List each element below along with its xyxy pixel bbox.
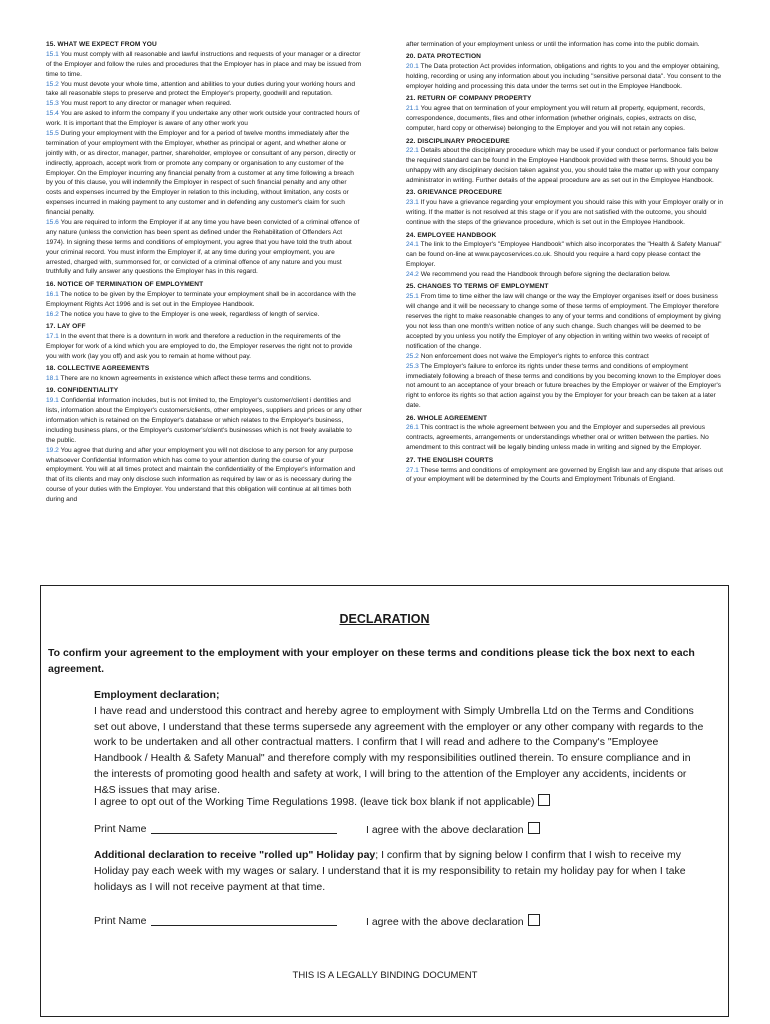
clause xyxy=(406,146,724,186)
clause xyxy=(406,362,724,411)
clause-text: The notice to be given by the Employer to terminate your employment shall be in accordance with the Employment Rights Act 1996 and is set out in the Employee Handbook. xyxy=(46,290,356,308)
clause-number: 15.1 xyxy=(46,50,59,58)
clause-text: There are no known agreements in existence which affect these terms and conditions. xyxy=(60,374,312,382)
clause-text: The notice you have to give to the Employer is one week, regardless of length of service. xyxy=(60,310,320,318)
opt-out-text: I agree to opt out of the Working Time Regulations 1998. (leave tick box blank if not applicable) xyxy=(94,796,535,808)
section-heading: 16. NOTICE OF TERMINATION OF EMPLOYMENT xyxy=(46,280,204,288)
clause-text: You are required to inform the Employer if at any time you have been convicted of a criminal offence of any nature (unless the conviction has been spent as defined under the Rehabilitation of Offenders Act 1974). In signing these terms and conditions of employment, you agree that you have told the truth about your criminal record. You must inform the Employer if, at any time during your employment, you are arrested, charged with, summonsed for, or convicted of a criminal offence of any nature and you must truthfully and fully answer any questions the Employer has in this regard. xyxy=(46,219,360,276)
clause xyxy=(406,352,724,362)
agree-label: I agree with the above declaration xyxy=(366,824,524,836)
clause xyxy=(46,50,362,80)
section-heading: 26. WHOLE AGREEMENT xyxy=(406,414,488,422)
clause-text: You are asked to inform the company if you undertake any other work outside your contracted hours of work. It is important that the Employer is aware of any other work you xyxy=(46,110,360,128)
clause xyxy=(46,374,362,384)
clause xyxy=(46,290,362,310)
clause-text: Non enforcement does not waive the Employer's rights to enforce this contract xyxy=(420,352,649,360)
clause-number: 25.3 xyxy=(406,362,419,370)
section-heading: 25. CHANGES TO TERMS OF EMPLOYMENT xyxy=(406,283,549,291)
clause-number: 27.1 xyxy=(406,466,419,474)
clause-text: You must devote your whole time, attention and abilities to your duties during your working hours and take all reasonable steps to preserve and protect the Employer's property, goodwill and reputation. xyxy=(46,80,356,98)
clause-number: 26.1 xyxy=(406,424,419,432)
clause-text: During your employment with the Employer and for a period of twelve months immediately after the termination of your employment with the Employer, whether as principal or agent, and whether alone or jointly with, or as director, manager, partner, shareholder, employee or consultant of any person, directly or indirectly, approach, accept work from or promote any company or organisation to any customer of the Employer. On the Employer incurring any financial penalty from a customer at any time following a breach by you of this clause, you will indemnify the Employer in respect of such financial penalty and any other costs and expenses incurred by the Employer in relation to this including, without limitation, any costs or expenses incurred in making payment to any customer and in defending any customer's claim for such financial penalty. xyxy=(46,130,356,217)
clause xyxy=(406,423,724,453)
clause xyxy=(46,446,362,505)
rolled-up-text: ; I confirm that by signing below I confirm that I wish to receive my Holiday pay each week with my wages or salary. I understand that it is my responsibility to retain my holiday pay for when I take holidays as I will not receive payment at that time. xyxy=(94,849,686,893)
clause-number: 20.1 xyxy=(406,63,419,71)
clause xyxy=(406,292,724,351)
print-name-field-2[interactable] xyxy=(151,914,337,926)
clause-text: You must comply with all reasonable and lawful instructions and requests of your manager or a director of the Employer and follow the rules and procedures that the Employer has in place and may be issued from time to time. xyxy=(46,50,362,78)
clause-number: 21.1 xyxy=(406,105,419,113)
print-name-field[interactable] xyxy=(151,822,337,834)
clause-text: In the event that there is a downturn in work and therefore a reduction in the requirements of the Employer for work of a kind which you are employed to do, the Employer reserves the right not to provide you with work (lay you off) and ask you to remain at home without pay. xyxy=(46,332,353,360)
clause-text: The Data protection Act provides information, obligations and rights to you and the employer obtaining, holding, recording or using any information about you including "sensitive personal data". You consent to the employer holding and processing this data under the terms set out in the Employee Handbook. xyxy=(406,63,722,91)
rolled-up-declaration xyxy=(94,848,708,895)
clause-number: 17.1 xyxy=(46,332,59,340)
section-heading: 23. GRIEVANCE PROCEDURE xyxy=(406,189,502,197)
clause-number: 15.4 xyxy=(46,110,59,118)
clause xyxy=(46,218,362,277)
clause-number: 22.1 xyxy=(406,147,419,155)
employment-declaration xyxy=(94,688,708,798)
clause xyxy=(406,198,724,228)
rolled-up-heading: Additional declaration to receive "rolled up" Holiday pay xyxy=(94,849,376,861)
section-heading: 17. LAY OFF xyxy=(46,322,86,330)
clause xyxy=(46,99,362,109)
clause-text: You agree that on termination of your employment you will return all property, equipment, records, correspondence, documents, files and other information (whether originals, copies, extracts on disc, computer, hard copy or otherwise) belonging to the Employer and you will not retain any copies. xyxy=(406,105,705,133)
right-column xyxy=(406,40,724,485)
opt-out-row xyxy=(94,794,708,811)
agree-row xyxy=(366,822,540,839)
employment-declaration-text: I have read and understood this contract and hereby agree to employment with Simply Umbrella Ltd on the Terms and Conditions set out above, I understand that these terms supersede any agreement with the employer or any other company with regards to the work to be undertaken and all other contractual matters. I confirm that I will read and adhere to the Company's "Employee Handbook / Health & Safety Manual" and therefore comply with my responsibilities outlined therein. To ensure compliance and in the interests of promoting good health and safety at work, I will bring to the attention of the Employer any accidents, incidents or H&S issues that may arise. xyxy=(94,704,704,796)
clause-text: after termination of your employment unless or until the information has come into the public domain. xyxy=(406,41,700,48)
declaration-intro: To confirm your agreement to the employment with your employer on these terms and conditions please tick the box next to each agreement. xyxy=(48,647,695,675)
section-heading: 27. THE ENGLISH COURTS xyxy=(406,456,494,464)
agree-label-2: I agree with the above declaration xyxy=(366,916,524,928)
print-name-row xyxy=(94,822,341,838)
clause-text: If you have a grievance regarding your employment you should raise this with your Employer orally or in writing. If the matter is not resolved at this stage or if you are not satisfied with the outcome, you should continue with the steps of the grievance procedure, which is set out in the Employee Handbook. xyxy=(406,199,724,227)
agree-row-2 xyxy=(366,914,540,931)
clause-text: Confidential Information includes, but is not limited to, the Employer's customer/client i dentities and lists, information about the Employer's customers/clients, other employees, suppliers and prices or any other information which is retained on the Employer's database or which relates to the Employer's business, including business plans, or the Employer's customer's/client's businesses which is not freely available to the public. xyxy=(46,397,362,444)
clause xyxy=(406,104,724,134)
clause-text: The link to the Employer's "Employee Handbook" which also incorporates the "Health & Safety Manual" can be found on-line at www.paycoservices.co.uk. Should you require a hard copy please contact the Employer. xyxy=(406,241,722,269)
clause xyxy=(406,466,724,486)
clause-number: 24.1 xyxy=(406,241,419,249)
clause-number: 18.1 xyxy=(46,374,59,382)
clause-number: 25.1 xyxy=(406,293,419,301)
clause-number: 15.6 xyxy=(46,219,59,227)
clause-text: The Employer's failure to enforce its rights under these terms and conditions of employment immediately following a breach of these terms and conditions by you becoming known to the Employer does not amount to an acceptance of your breach or future breaches by the Employer or waiver of the Employer's right to enforce its rights so that action against you by the Employer for your breach can be taken at a later date. xyxy=(406,362,721,410)
clause xyxy=(46,109,362,129)
clause-number: 25.2 xyxy=(406,352,419,360)
declaration-box xyxy=(40,585,729,1017)
section-heading: 19. CONFIDENTIALITY xyxy=(46,387,119,395)
clause xyxy=(46,129,362,218)
clause xyxy=(406,62,724,92)
clause xyxy=(46,310,362,320)
section-heading: 21. RETURN OF COMPANY PROPERTY xyxy=(406,95,532,103)
clause-text: These terms and conditions of employment are governed by English law and any dispute that arises out of your employment will be determined by the Courts and Employment Tribunals of England. xyxy=(406,466,723,484)
clause xyxy=(46,332,362,362)
clause-text: You must report to any director or manager when required. xyxy=(60,100,232,108)
agree-checkbox[interactable] xyxy=(528,822,540,834)
clause-text: You agree that during and after your employment you will not disclose to any person for any purpose whatsoever Confidential Information which has come to your attention during the course of your employment. You will at all times protect and maintain the confidentiality of the Employer's information and that of its clients and may only disclose such information as required by law or as is necessary during the course of your duties with the Employer. You understand that this obligation will continue at all times both during and xyxy=(46,446,356,504)
employment-declaration-heading: Employment declaration; xyxy=(94,689,220,701)
clause-number: 15.3 xyxy=(46,100,59,108)
clause-text: We recommend you read the Handbook through before signing the declaration below. xyxy=(420,271,671,279)
clause xyxy=(46,80,362,100)
print-name-label: Print Name xyxy=(94,823,147,835)
clause-number: 19.1 xyxy=(46,397,59,405)
clause xyxy=(406,270,724,280)
clause-number: 15.2 xyxy=(46,80,59,88)
clause-number: 24.2 xyxy=(406,271,419,279)
clause-number: 15.5 xyxy=(46,130,59,138)
clause-number: 16.2 xyxy=(46,310,59,318)
clause xyxy=(406,240,724,270)
section-heading: 20. DATA PROTECTION xyxy=(406,53,482,61)
declaration-title: DECLARATION xyxy=(339,612,430,626)
section-heading: 24. EMPLOYEE HANDBOOK xyxy=(406,231,497,239)
left-column xyxy=(46,40,362,505)
clause-number: 16.1 xyxy=(46,290,59,298)
clause xyxy=(46,396,362,445)
print-name-label-2: Print Name xyxy=(94,915,147,927)
clause-number: 23.1 xyxy=(406,199,419,207)
clause-number: 19.2 xyxy=(46,446,59,454)
opt-out-checkbox[interactable] xyxy=(538,794,550,806)
clause-text: This contract is the whole agreement between you and the Employer and supersedes all previous contracts, agreements, arrangements or understandings whether oral or written between the parties. No amendment to this contract will be legally binding unless made in writing and signed by the Employer. xyxy=(406,424,709,452)
legal-footer: THIS IS A LEGALLY BINDING DOCUMENT xyxy=(292,970,478,981)
section-heading: 22. DISCIPLINARY PROCEDURE xyxy=(406,137,510,145)
agree-checkbox-2[interactable] xyxy=(528,914,540,926)
clause-text: From time to time either the law will change or the way the Employer organises itself or does business will change and it will be necessary to change some of these terms of employment. The Employer therefore reserves the right to make reasonable changes to any of your terms and conditions of employment by giving you not less than one month's written notice of any such change. Such changes will be deemed to be accepted by you unless you notify the Employer of any objection in writing within two weeks of receipt of notification of the change. xyxy=(406,293,721,350)
section-heading: 15. WHAT WE EXPECT FROM YOU xyxy=(46,41,157,48)
print-name-row-2 xyxy=(94,914,341,930)
clause xyxy=(406,40,724,50)
clause-text: Details about the disciplinary procedure which may be used if your conduct or performance falls below the required standard can be found in the Employee Handbook provided with these terms. Should you be unhappy with any disciplinary decision taken against you, you should take the matter up with your company administrator in writing. Further details of the appeal procedure are as set out in the Employee Handbook. xyxy=(406,147,719,185)
section-heading: 18. COLLECTIVE AGREEMENTS xyxy=(46,365,150,372)
